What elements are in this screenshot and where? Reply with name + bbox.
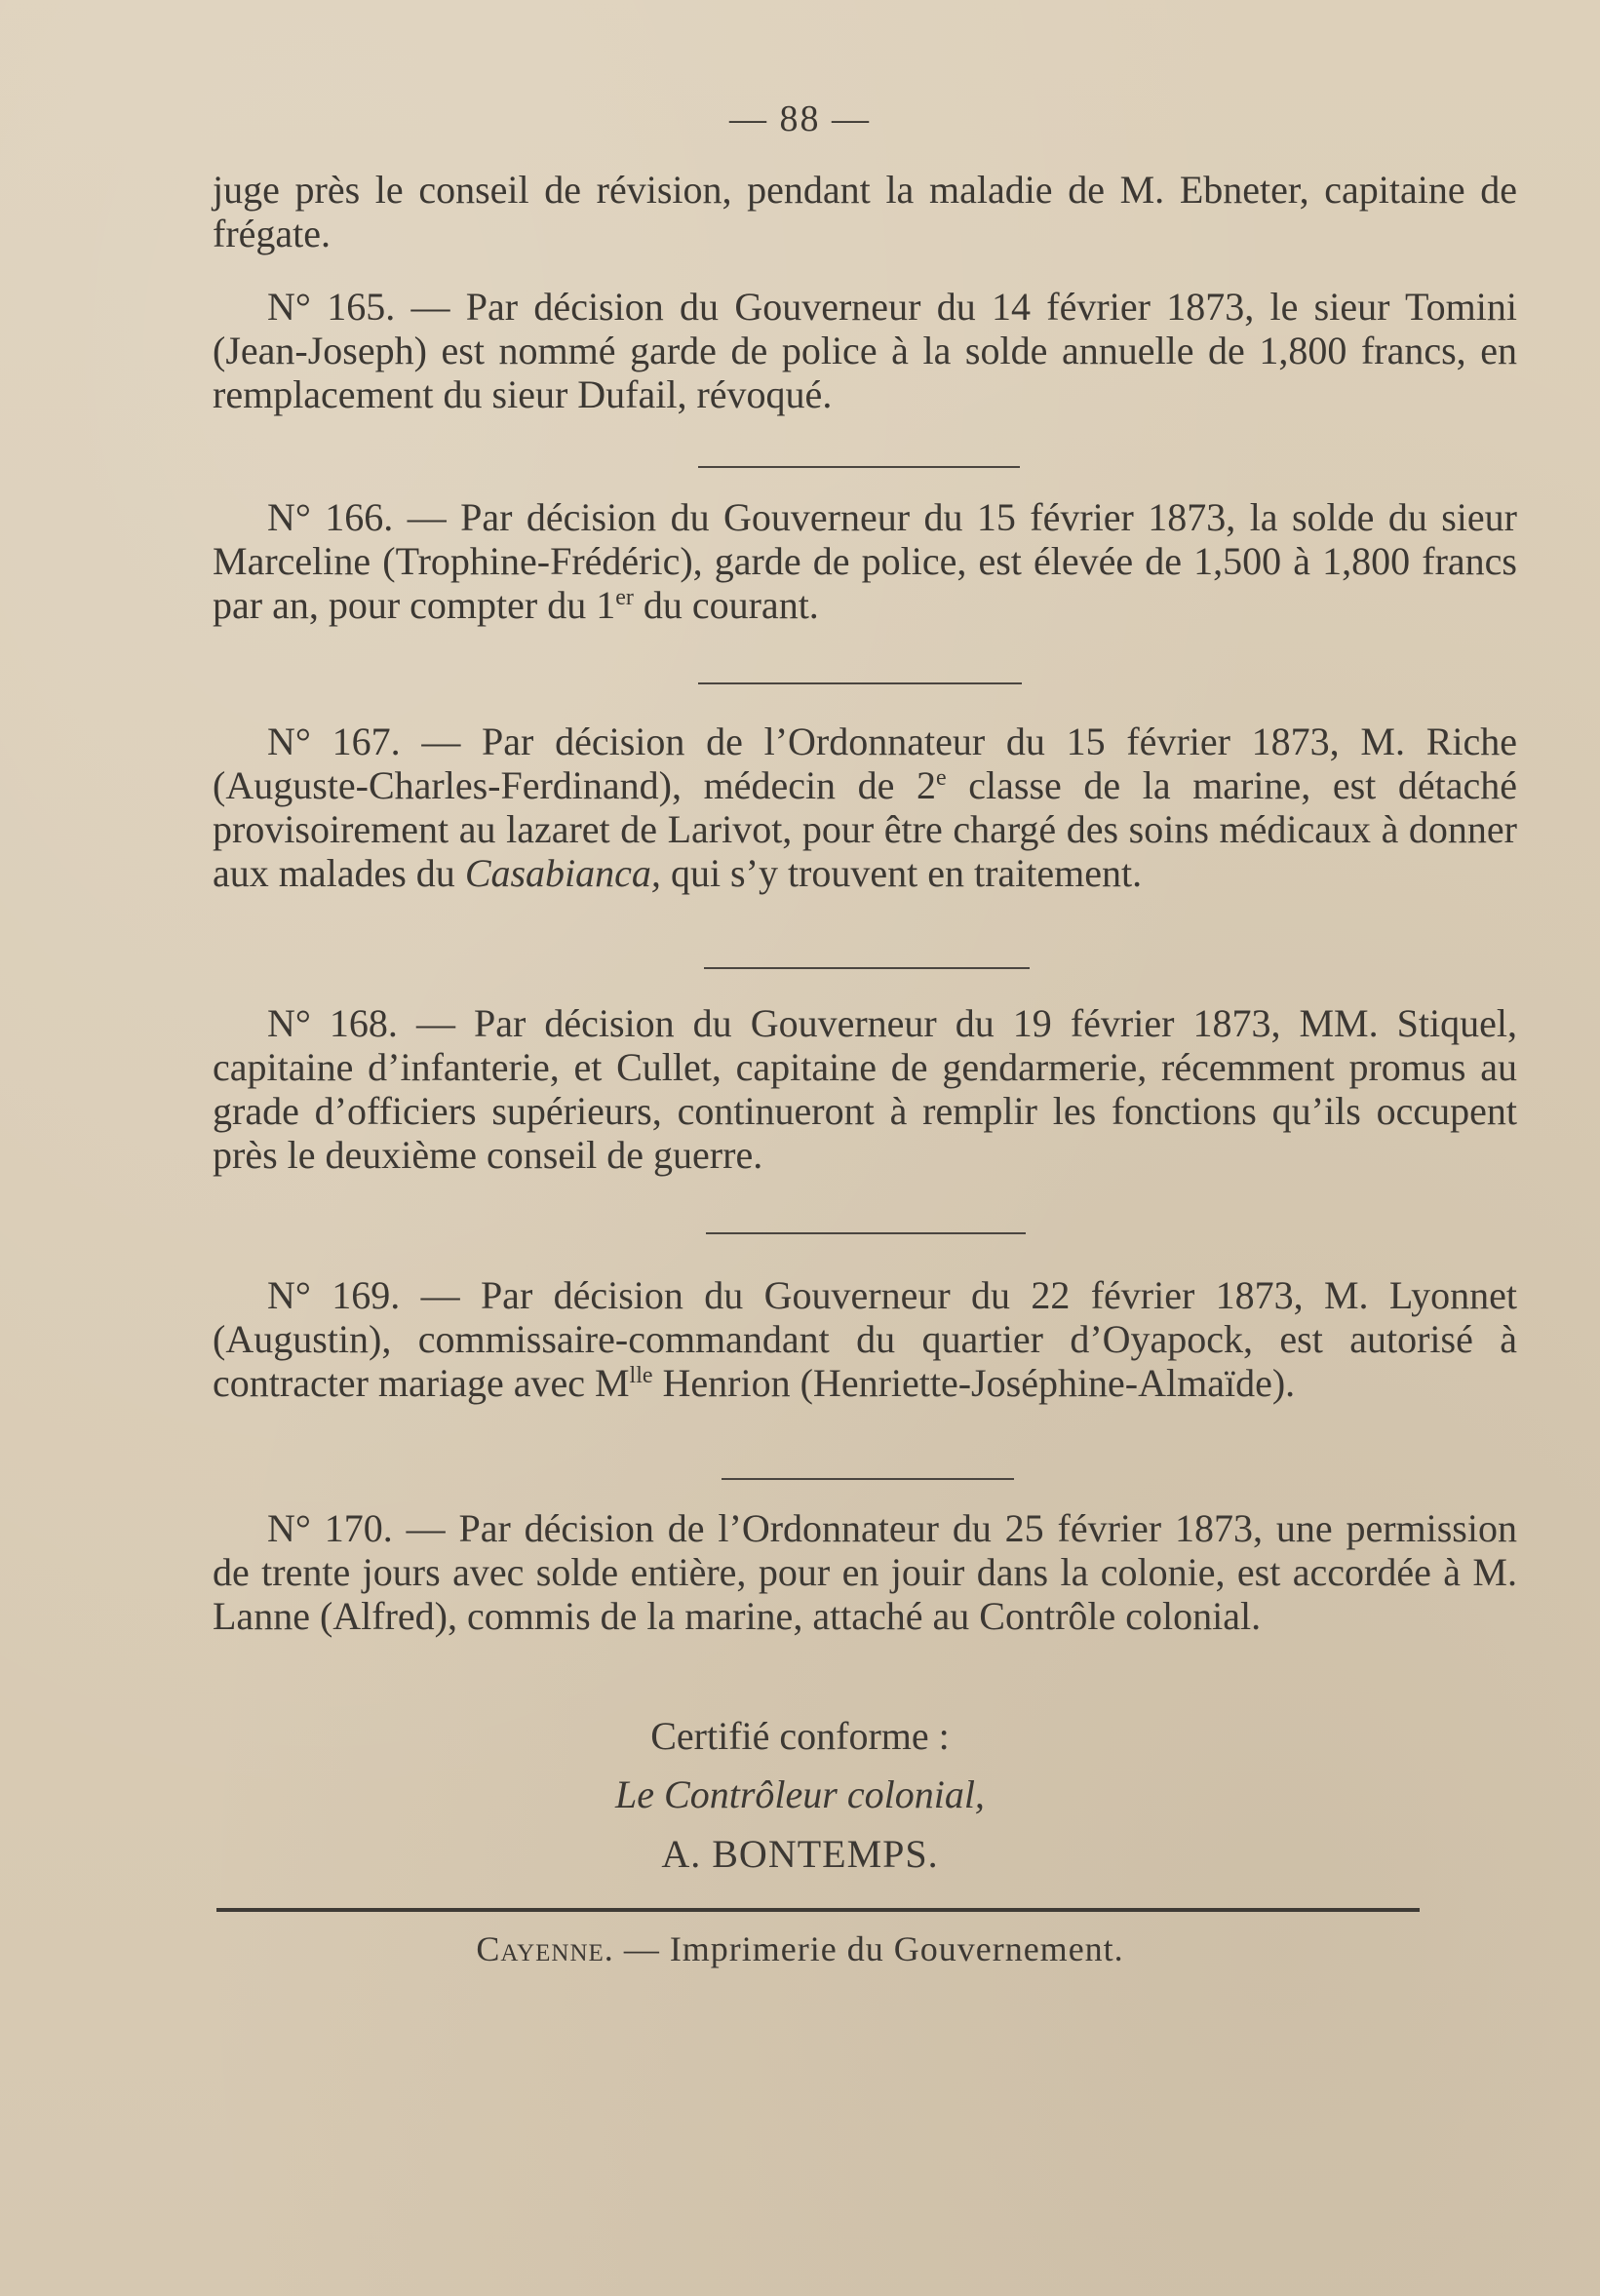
separator-rule (722, 1478, 1014, 1480)
footer-rule (216, 1908, 1420, 1912)
paragraph-167-mid: classe de la marine, est détaché provisoirement au lazaret de Larivot, pour être chargé des soins médicaux à donner aux malades du (213, 763, 1518, 895)
paragraph-166-end: du courant. (633, 583, 819, 627)
imprint-printer: — Imprimerie du Gouvernement. (613, 1929, 1124, 1968)
paragraph-169 (213, 1273, 1517, 1405)
paragraph-167-text: N° 167. — Par décision de l’Ordonnateur du 15 février 1873, M. Riche (Auguste-Charles-Ferdinand), médecin de 2 (213, 720, 1517, 807)
controller-signature-name: A. BONTEMPS. (661, 1832, 939, 1876)
paragraph-166-text: N° 166. — Par décision du Gouverneur du 15 février 1873, la solde du sieur Marceline (Trophine-Frédéric), garde de police, est élevée de 1,500 à 1,800 francs par an, pour compter du 1 (213, 495, 1517, 627)
paragraph-166 (213, 495, 1517, 627)
paragraph-168: N° 168. — Par décision du Gouverneur du 19 février 1873, MM. Stiquel, capitaine d’infanterie, et Cullet, capitaine de gendarmerie, récemment promus au grade d’officiers supérieurs, continueront à remplir les fonctions qu’ils occupent près le deuxième conseil de guerre. (213, 1001, 1517, 1177)
paragraph-170: N° 170. — Par décision de l’Ordonnateur du 25 février 1873, une permission de trente jours avec solde entière, pour en jouir dans la colonie, est accordée à M. Lanne (Alfred), commis de la marine, attaché au Contrôle colonial. (213, 1506, 1517, 1638)
separator-rule (706, 1232, 1026, 1234)
paragraph-165: N° 165. — Par décision du Gouverneur du 14 février 1873, le sieur Tomini (Jean-Joseph) est nommé garde de police à la solde annuelle de 1,800 francs, en remplacement du sieur Dufail, révoqué. (213, 285, 1517, 416)
page-number: — 88 — (729, 98, 871, 139)
superscript-lle: lle (629, 1363, 653, 1388)
controller-title: Le Contrôleur colonial, (615, 1772, 985, 1816)
imprint-city: Cayenne. (476, 1929, 614, 1968)
ship-name: Casabianca, (464, 851, 661, 895)
printer-imprint (0, 1928, 1600, 1969)
certification-line: Certifié conforme : (650, 1714, 950, 1758)
paragraph-167-end: qui s’y trouvent en traitement. (660, 851, 1143, 895)
superscript-e: e (936, 765, 947, 791)
separator-rule (698, 466, 1020, 468)
paragraph-167 (213, 720, 1517, 895)
paragraph-169-text: N° 169. — Par décision du Gouverneur du 22 février 1873, M. Lyonnet (Augustin), commissaire-commandant du quartier d’Oyapock, est autorisé à contracter mariage avec M (213, 1273, 1517, 1405)
paragraph-169-end: Henrion (Henriette-Joséphine-Almaïde). (652, 1361, 1296, 1405)
paragraph-continuation: juge près le conseil de révision, pendant la maladie de M. Ebneter, capitaine de frégate. (213, 168, 1517, 255)
separator-rule (698, 682, 1022, 684)
separator-rule (704, 967, 1030, 969)
superscript-er: er (615, 585, 634, 610)
